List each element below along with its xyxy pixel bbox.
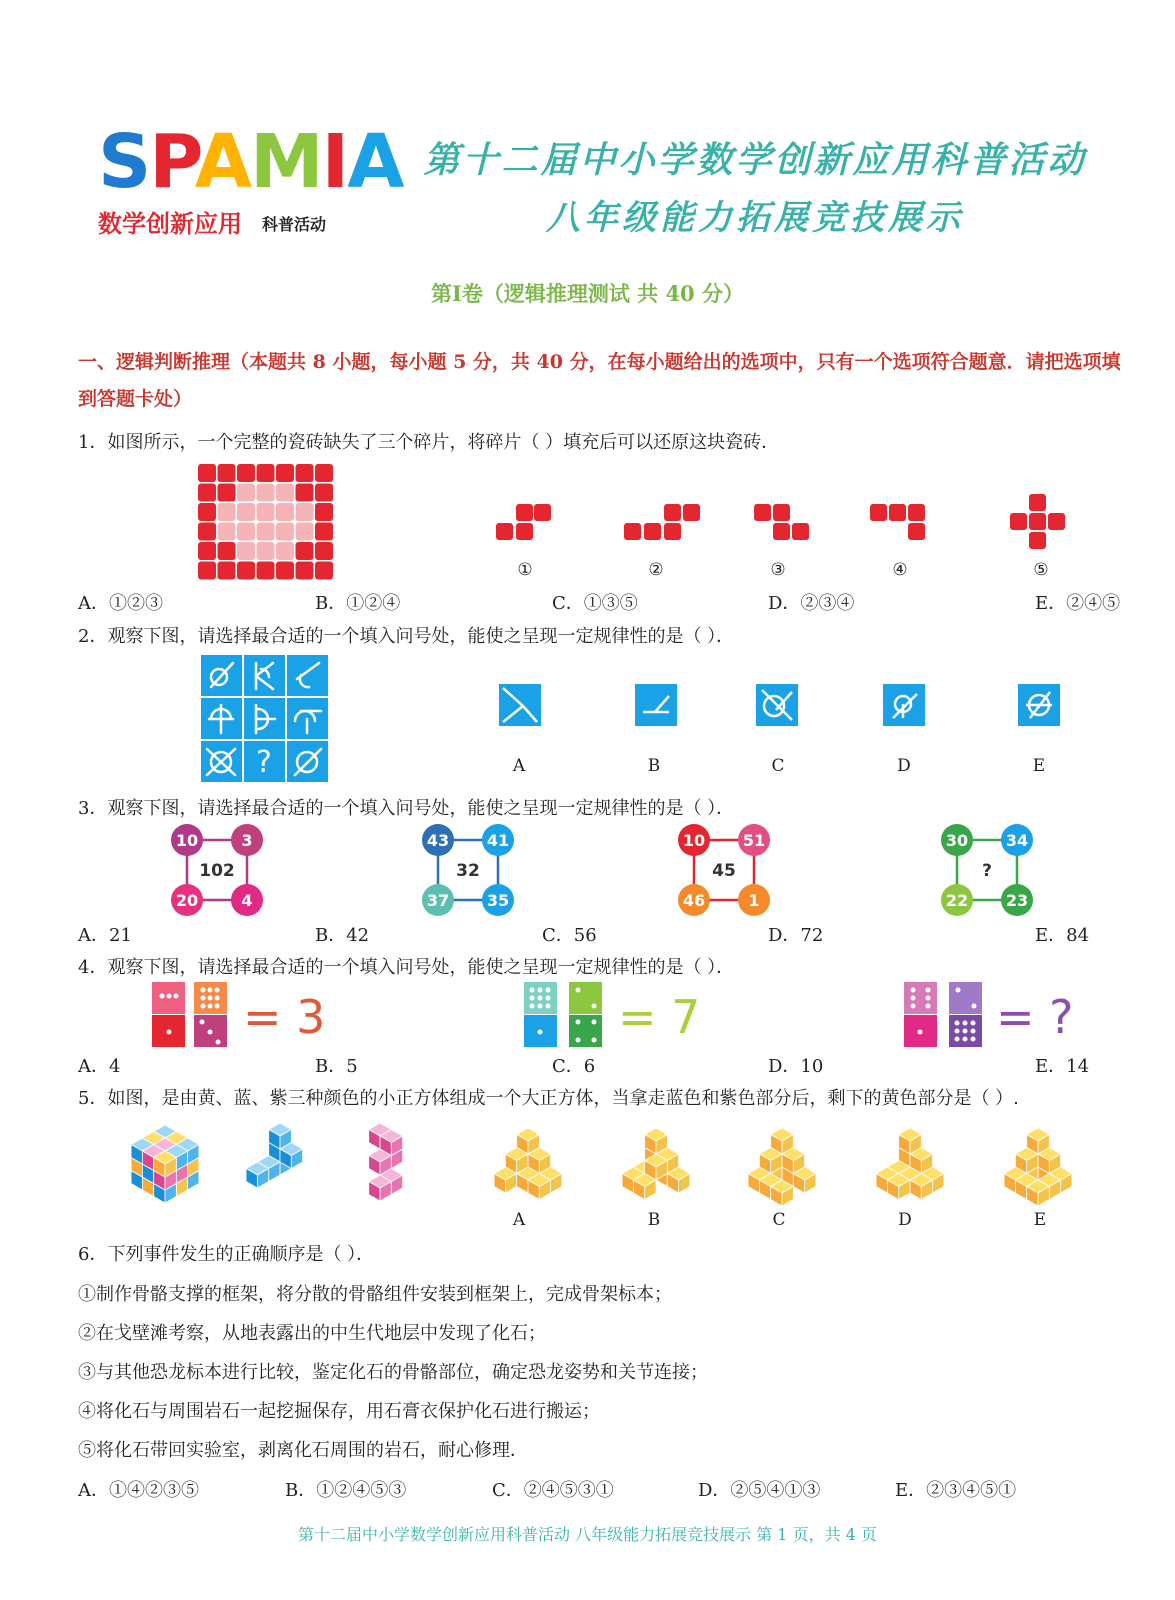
option-c[interactable]: C．6	[552, 1056, 596, 1077]
choice-label[interactable]: D	[897, 756, 911, 776]
tile-cell	[276, 562, 294, 580]
symbol-grid-figure	[201, 655, 329, 783]
piece-label: ②	[648, 560, 664, 580]
tile-cell	[276, 523, 294, 541]
tile-cell	[198, 484, 216, 502]
question-5: 5．如图，是由黄、蓝、紫三种颜色的小正方体组成一个大正方体，当拿走蓝色和紫色部分后，剩下的黄色部分是（ ）.	[78, 1088, 1019, 1109]
tile-cell	[237, 503, 255, 521]
center-number: ?	[982, 861, 992, 881]
tile-cell	[218, 484, 236, 502]
option-e[interactable]: E．②④⑤	[1035, 593, 1121, 614]
center-number: 102	[199, 861, 235, 881]
corner-number: 34	[1005, 831, 1029, 850]
event-5: ⑤将化石带回实验室，剥离化石周围的岩石，耐心修理．	[78, 1440, 528, 1461]
corner-number: 43	[426, 831, 450, 850]
domino-group-3	[902, 982, 986, 1048]
number-square	[422, 824, 514, 916]
corner-number: 37	[426, 891, 450, 910]
tile-cell	[315, 484, 333, 502]
tile-cell	[237, 484, 255, 502]
corner-number: 46	[682, 891, 706, 910]
domino-group-2	[522, 982, 606, 1048]
option-b[interactable]: B．①②④⑤③	[285, 1480, 407, 1501]
tile-cell	[218, 464, 236, 482]
choice-e-cubes	[1004, 1128, 1072, 1206]
tile-cell	[257, 562, 275, 580]
piece-label: ③	[770, 560, 786, 580]
tile-cell	[237, 542, 255, 560]
option-d[interactable]: D．②⑤④①③	[698, 1480, 821, 1501]
option-e[interactable]: E．14	[1035, 1056, 1090, 1077]
number-square	[941, 824, 1033, 916]
choice-label[interactable]: E	[1033, 1210, 1047, 1230]
tile-cell	[198, 542, 216, 560]
corner-number: 3	[241, 831, 253, 850]
question-1: 1．如图所示，一个完整的瓷砖缺失了三个碎片，将碎片（ ）填充后可以还原这块瓷砖．	[78, 432, 780, 453]
option-d[interactable]: D．②③④	[768, 593, 855, 614]
tile-cell	[198, 464, 216, 482]
option-b[interactable]: B．42	[315, 925, 370, 946]
question-6: 6．下列事件发生的正确顺序是（ ）．	[78, 1244, 375, 1265]
option-a[interactable]: A．21	[78, 925, 132, 946]
piece-3-figure	[754, 504, 814, 544]
tile-cell	[315, 503, 333, 521]
choice-label[interactable]: C	[771, 756, 785, 776]
tile-cell	[257, 542, 275, 560]
piece-label: ④	[892, 560, 908, 580]
piece-1-figure	[496, 504, 556, 544]
option-b[interactable]: B．5	[315, 1056, 358, 1077]
choice-d-cubes	[876, 1128, 944, 1200]
corner-number: 10	[175, 831, 199, 850]
piece-4-figure	[870, 504, 930, 544]
tile-cell	[315, 542, 333, 560]
logo-letter-m: M	[250, 119, 322, 205]
choice-label[interactable]: A	[512, 1210, 526, 1230]
event-2: ②在戈壁滩考察，从地表露出的中生代地层中发现了化石；	[78, 1323, 546, 1344]
piece-2-figure	[624, 504, 704, 544]
tile-cell	[276, 542, 294, 560]
corner-number: 22	[945, 891, 969, 910]
option-b[interactable]: B．①②④	[315, 593, 401, 614]
corner-number: 35	[486, 891, 510, 910]
page-subtitle: 八年级能力拓展竞技展示	[546, 198, 964, 238]
corner-number: 20	[175, 891, 199, 910]
piece-label: ⑤	[1033, 560, 1049, 580]
choice-label[interactable]: D	[898, 1210, 912, 1230]
tile-cell	[276, 464, 294, 482]
option-c[interactable]: C．②④⑤③①	[492, 1480, 614, 1501]
logo-letter-a: A	[194, 119, 251, 205]
tile-cell	[296, 562, 314, 580]
tile-cell	[296, 464, 314, 482]
tile-cell	[198, 503, 216, 521]
choice-label[interactable]: A	[512, 756, 526, 776]
section-title: 一、逻辑判断推理（本题共 8 小题，每小题 5 分，共 40 分，在每小题给出的选项中，只有一个选项符合题意．请把选项填到答题卡处）	[78, 351, 1121, 410]
equation-1: = 3	[243, 990, 326, 1044]
logo-subtitle: 数学创新应用	[98, 210, 242, 238]
choice-c-figure	[756, 684, 798, 726]
equation-2: = 7	[618, 990, 701, 1044]
tile-cell	[315, 523, 333, 541]
event-4: ④将化石与周围岩石一起挖掘保存，用石膏衣保护化石进行搬运；	[78, 1401, 600, 1422]
tile-cell	[237, 523, 255, 541]
tile-figure	[198, 464, 338, 584]
corner-number: 1	[748, 891, 760, 910]
domino-group-1	[150, 982, 230, 1048]
logo-letter-i: I	[321, 119, 348, 205]
tile-cell	[257, 484, 275, 502]
question-4: 4．观察下图，请选择最合适的一个填入问号处，能使之呈现一定规律性的是（ ）．	[78, 957, 735, 978]
logo-letter-a2: A	[347, 119, 403, 205]
option-c[interactable]: C．①③⑤	[552, 593, 638, 614]
purple-part	[369, 1123, 403, 1201]
tile-cell	[218, 523, 236, 541]
grid-question-mark: ?	[256, 745, 272, 780]
tile-cell	[296, 523, 314, 541]
tile-cell	[218, 562, 236, 580]
option-c[interactable]: C．56	[542, 925, 597, 946]
number-square	[171, 824, 263, 916]
event-1: ①制作骨骼支撑的框架，将分散的骨骼组件安装到框架上，完成骨架标本；	[78, 1284, 672, 1305]
choice-b-figure	[635, 684, 677, 726]
tile-cell	[296, 484, 314, 502]
tile-cell	[198, 523, 216, 541]
option-e[interactable]: E．84	[1035, 925, 1090, 946]
tile-cell	[315, 464, 333, 482]
corner-number: 30	[945, 831, 969, 850]
tile-cell	[218, 542, 236, 560]
logo-subtitle-small: 科普活动	[262, 215, 327, 234]
logo-letter-s: S	[98, 119, 150, 205]
question-3: 3．观察下图，请选择最合适的一个填入问号处，能使之呈现一定规律性的是（ ）．	[78, 798, 735, 819]
corner-number: 10	[682, 831, 706, 850]
choice-a-figure	[499, 684, 541, 726]
center-number: 45	[712, 861, 736, 881]
tile-cell	[257, 523, 275, 541]
corner-number: 41	[486, 831, 510, 850]
number-square	[678, 824, 770, 916]
part-title: 第Ⅰ卷（逻辑推理测试 共 40 分）	[431, 281, 744, 306]
tile-cell	[237, 464, 255, 482]
piece-5-figure	[1010, 494, 1070, 554]
big-cube	[131, 1125, 199, 1203]
tile-cell	[237, 562, 255, 580]
cube-figures	[0, 1112, 1175, 1212]
tile-cell	[218, 503, 236, 521]
choice-label[interactable]: E	[1032, 756, 1046, 776]
choice-e-figure	[1018, 684, 1060, 726]
choice-d-figure	[883, 684, 925, 726]
page-footer: 第十二届中小学数学创新应用科普活动 八年级能力拓展竞技展示 第 1 页，共 4 页	[298, 1525, 877, 1544]
tile-cell	[276, 503, 294, 521]
choice-label[interactable]: B	[647, 1210, 661, 1230]
piece-label: ①	[517, 560, 533, 580]
spamia-logo	[98, 119, 403, 205]
option-e[interactable]: E．②③④⑤①	[895, 1480, 1017, 1501]
option-a[interactable]: A．①④②③⑤	[78, 1480, 199, 1501]
question-2: 2．观察下图，请选择最合适的一个填入问号处，能使之呈现一定规律性的是（ ）．	[78, 626, 735, 647]
tile-cell	[276, 484, 294, 502]
choice-label[interactable]: C	[772, 1210, 786, 1230]
number-squares-figure	[0, 820, 1175, 920]
corner-number: 4	[241, 891, 253, 910]
option-d[interactable]: D．72	[768, 925, 824, 946]
blue-part	[246, 1123, 303, 1188]
logo-letter-p: P	[149, 119, 195, 205]
option-d[interactable]: D．10	[768, 1056, 824, 1077]
choice-a-cubes	[494, 1128, 562, 1200]
tile-cell	[296, 542, 314, 560]
option-a[interactable]: A．4	[78, 1056, 121, 1077]
equation-3: = ?	[996, 990, 1074, 1044]
event-3: ③与其他恐龙标本进行比较，鉴定化石的骨骼部位，确定恐龙姿势和关节连接；	[78, 1362, 708, 1383]
choice-label[interactable]: B	[647, 756, 661, 776]
corner-number: 51	[742, 831, 766, 850]
tile-cell	[257, 503, 275, 521]
choice-c-cubes	[748, 1128, 816, 1206]
tile-cell	[198, 562, 216, 580]
tile-cell	[315, 562, 333, 580]
option-a[interactable]: A．①②③	[78, 593, 163, 614]
corner-number: 23	[1005, 891, 1029, 910]
center-number: 32	[456, 861, 480, 881]
tile-cell	[257, 464, 275, 482]
choice-b-cubes	[622, 1128, 690, 1200]
page-title: 第十二届中小学数学创新应用科普活动	[423, 139, 1087, 181]
tile-cell	[296, 503, 314, 521]
